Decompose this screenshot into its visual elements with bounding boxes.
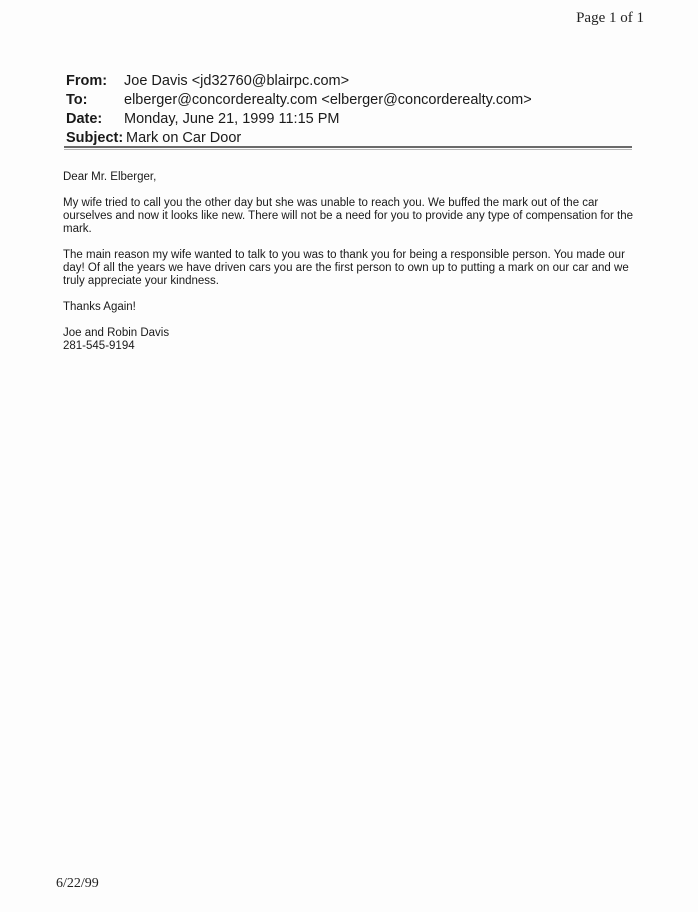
paragraph-2: The main reason my wife wanted to talk to you was to thank you for being a responsible person. You made our day! Of all the years we have driven cars you are the first person to own up to putting a mark on our car and we truly appreciate your kindness. — [63, 249, 629, 287]
header-divider-secondary — [64, 149, 632, 150]
to-row — [66, 91, 532, 110]
to-label: To: — [66, 92, 88, 108]
email-body — [63, 171, 633, 366]
signature — [63, 327, 633, 353]
greeting: Dear Mr. Elberger, — [63, 171, 157, 183]
subject-label: Subject: — [66, 130, 124, 146]
from-value: Joe Davis <jd32760@blairpc.com> — [124, 73, 350, 89]
date-row — [66, 110, 532, 129]
subject-value: Mark on Car Door — [126, 130, 242, 146]
from-label: From: — [66, 73, 108, 89]
to-value: elberger@concorderealty.com <elberger@concorderealty.com> — [124, 92, 532, 108]
closing: Thanks Again! — [63, 301, 136, 313]
date-value: Monday, June 21, 1999 11:15 PM — [124, 111, 340, 127]
page-number: Page 1 of 1 — [576, 10, 644, 26]
date-label: Date: — [66, 111, 103, 127]
from-row — [66, 72, 532, 91]
paragraph-1: My wife tried to call you the other day but she was unable to reach you. We buffed the mark out of the car ourselves and now it looks like new. There will not be a need for you to provide any type of compensation for the mark. — [63, 197, 634, 235]
signature-phone: 281-545-9194 — [63, 340, 135, 352]
signature-name: Joe and Robin Davis — [63, 327, 170, 339]
email-header — [66, 72, 532, 148]
header-divider — [64, 146, 632, 148]
footer-date: 6/22/99 — [56, 876, 99, 891]
